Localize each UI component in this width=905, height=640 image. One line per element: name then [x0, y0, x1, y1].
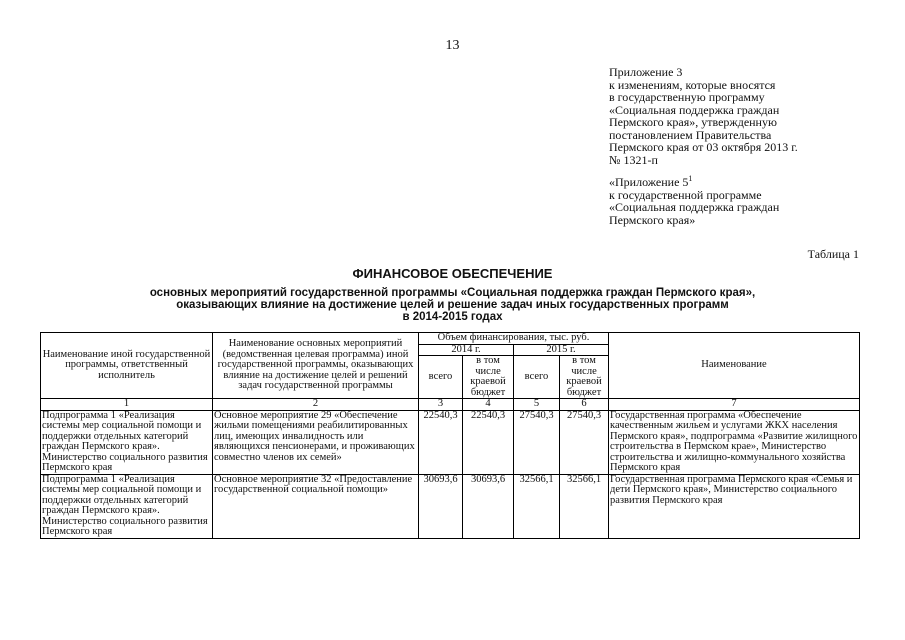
cell-total-2014: 22540,3 — [419, 410, 463, 474]
header-activity: Наименование основных мероприятий (ведомственная целевая программа) иной государственной программы, оказывающих влияние на достижение целей и решений задач государственной программы — [213, 333, 419, 399]
header-regional-2015: в том числе краевой бюджет — [560, 356, 609, 399]
subtitle-line: оказывающих влияние на достижение целей и решение задач иных государственных программ — [176, 299, 729, 311]
appendix-ref-superscript: 1 — [688, 174, 693, 183]
appendix-line: постановлением Правительства — [609, 127, 772, 142]
appendix-ref-line: к государственной программе — [609, 187, 762, 202]
cell-activity: Основное мероприятие 29 «Обеспечение жильми помещениями реабилитированных лиц, имеющих инвалидность или являющихся пенсионерами, и проживающих совместно членов их семей» — [213, 410, 419, 474]
appendix-ref-title: «Приложение $5^1$ — [609, 174, 693, 189]
funding-table — [40, 332, 860, 539]
cell-other-program: Государственная программа Пермского края «Семья и дети Пермского края», Министерство социального развития Пермского края — [609, 474, 860, 538]
document-subtitle — [0, 287, 905, 323]
column-number: 5 — [514, 399, 560, 411]
appendix-line: в государственную программу — [609, 90, 765, 104]
appendix-line: № 1321-п — [609, 152, 658, 167]
cell-regional-2015: 32566,1 — [560, 474, 609, 538]
cell-program: Подпрограмма 1 «Реализация системы мер социальной помощи и поддержки отдельных категорий граждан Пермского края». Министерство социального развития Пермского края — [41, 410, 213, 474]
appendix-ref-line: «Социальная поддержка граждан — [609, 200, 780, 214]
cell-total-2014: 30693,6 — [419, 474, 463, 538]
cell-activity: Основное мероприятие 32 «Предоставление государственной социальной помощи» — [213, 474, 419, 538]
table-row — [41, 474, 860, 538]
cell-other-program: Государственная программа «Обеспечение качественным жильем и услугами ЖКХ населения Пермского края», подпрограмма «Развитие жилищного строительства в Пермском крае», Министерство строительства и жилищно-коммунального хозяйства Пермского края — [609, 410, 860, 474]
column-number: 2 — [213, 399, 419, 411]
appendix-line: Приложение 3 — [609, 65, 683, 79]
cell-regional-2014: 22540,3 — [463, 410, 514, 474]
appendix-line: Пермского края», утвержденную — [609, 115, 777, 129]
appendix-ref-line: Пермского края» — [609, 212, 696, 227]
appendix-line: «Социальная поддержка граждан — [609, 102, 780, 117]
subtitle-line: в 2014-2015 годах — [402, 311, 503, 323]
header-year-2015: 2015 г. — [514, 344, 609, 356]
document-title: ФИНАНСОВОЕ ОБЕСПЕЧЕНИЕ — [352, 266, 553, 281]
page-number: 13 — [445, 38, 460, 53]
header-program: Наименование иной государственной программы, ответственный исполнитель — [41, 333, 213, 399]
header-regional-2014: в том числе краевой бюджет — [463, 356, 514, 399]
cell-regional-2015: 27540,3 — [560, 410, 609, 474]
appendix-line: к изменениям, которые вносятся — [609, 77, 776, 92]
column-number: 1 — [41, 399, 213, 411]
column-number: 7 — [609, 399, 860, 411]
subtitle-line: основных мероприятий государственной программы «Социальная поддержка граждан Пермского края», — [149, 287, 756, 299]
appendix-line: Пермского края от 03 октября 2013 г. — [609, 140, 798, 154]
table-row — [41, 410, 860, 474]
cell-program: Подпрограмма 1 «Реализация системы мер социальной помощи и поддержки отдельных категорий граждан Пермского края». Министерство социального развития Пермского края — [41, 474, 213, 538]
header-total-2014: всего — [419, 356, 463, 399]
cell-total-2015: 32566,1 — [514, 474, 560, 538]
column-number: 3 — [419, 399, 463, 411]
cell-total-2015: 27540,3 — [514, 410, 560, 474]
column-number: 6 — [560, 399, 609, 411]
header-name: Наименование — [609, 333, 860, 399]
cell-regional-2014: 30693,6 — [463, 474, 514, 538]
header-year-2014: 2014 г. — [419, 344, 514, 356]
header-funding: Объем финансирования, тыс. руб. — [419, 333, 609, 345]
column-number: 4 — [463, 399, 514, 411]
header-total-2015: всего — [514, 356, 560, 399]
table-label: Таблица 1 — [807, 247, 859, 261]
appendix-block — [609, 66, 899, 226]
